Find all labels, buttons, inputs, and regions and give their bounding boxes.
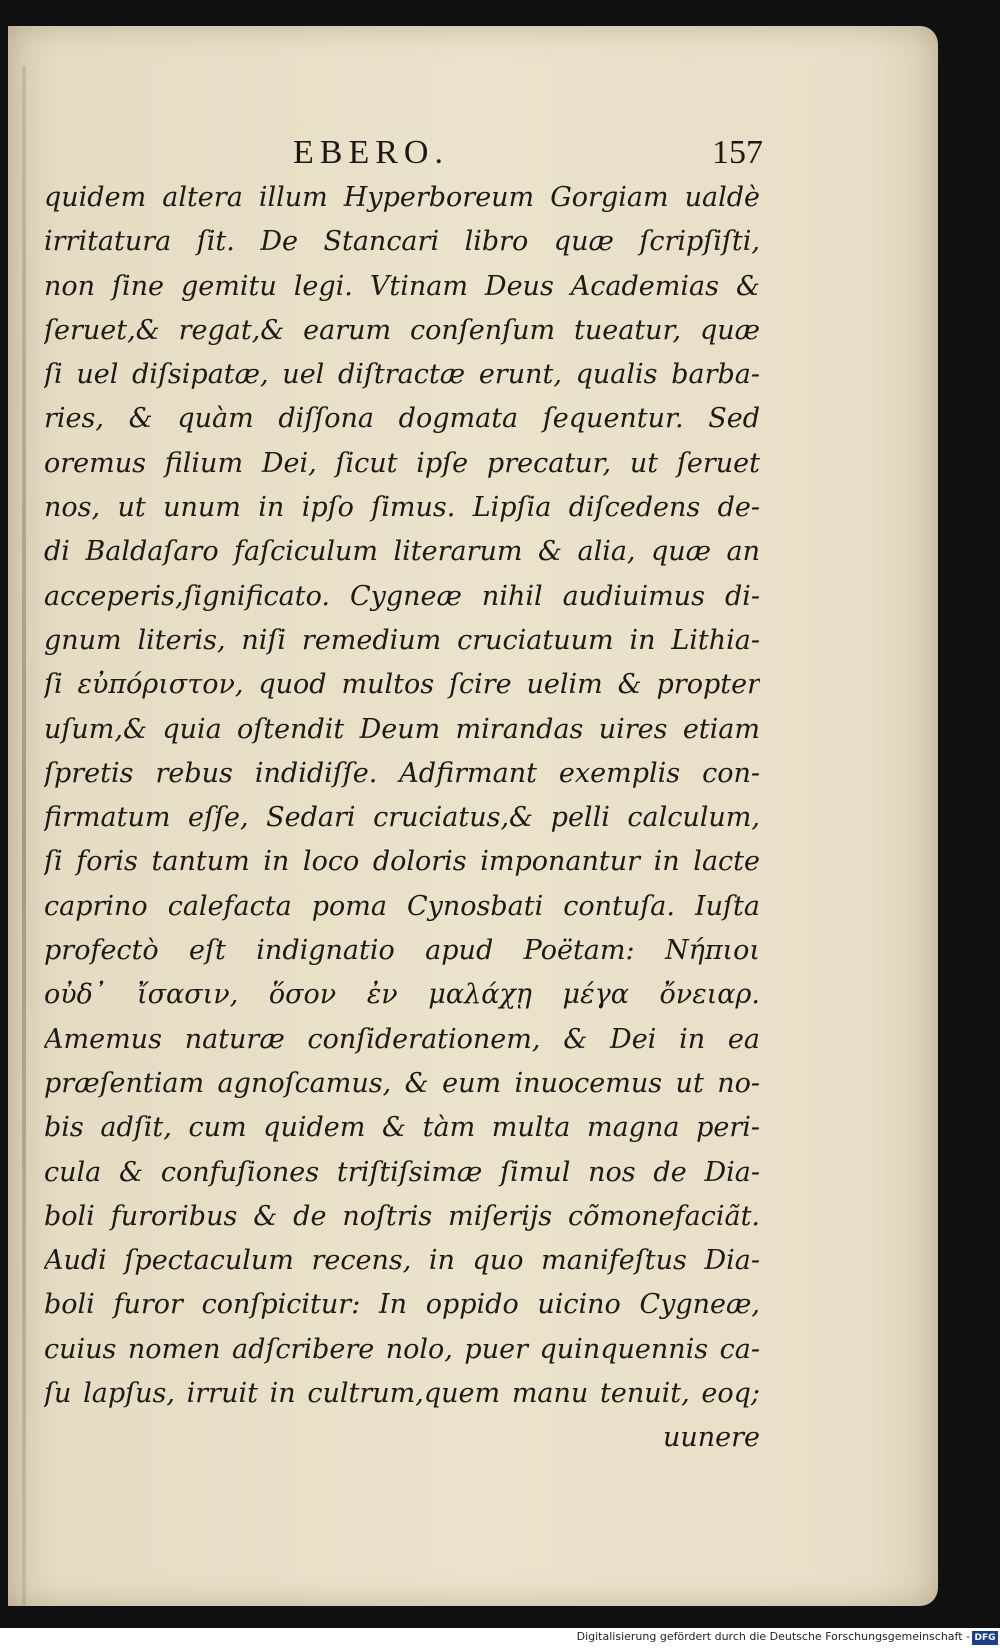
text-line: non ſine gemitu legi. Vtinam Deus Academias & <box>44 270 760 302</box>
digitization-footer <box>0 1628 1000 1648</box>
text-line: di Baldaſaro faſciculum literarum & alia, quæ an <box>44 536 760 568</box>
page-header <box>48 106 763 171</box>
text-line: boli furoribus & de noſtris miſerijs cõmonefaciãt. <box>44 1200 760 1232</box>
text-line: gnum literis, niſi remedium cruciatuum in Lithia- <box>44 624 760 656</box>
text-line: caprino calefacta poma Cynosbati contuſa. Iuſta <box>44 890 760 922</box>
text-line: oremus filium Dei, ſicut ipſe precatur, ut ſeruet <box>44 447 760 479</box>
text-line: ſi εὐπόριστον, quod multos ſcire uelim & propter <box>44 669 760 701</box>
running-head: EBERO. <box>293 134 449 171</box>
text-line: cula & confuſiones triſtiſsimæ ſimul nos de Dia- <box>44 1156 760 1188</box>
text-line: ſpretis rebus indidiſſe. Adfirmant exemplis con- <box>44 757 760 789</box>
text-line: præſentiam agnoſcamus, & eum inuocemus ut no- <box>44 1067 760 1099</box>
text-line: ſi uel diſsipatæ, uel diſtractæ erunt, qualis barba- <box>44 359 760 391</box>
text-line: ſu lapſus, irruit in cultrum,quem manu tenuit, eoq; <box>44 1378 760 1410</box>
text-line: profectò eſt indignatio apud Poëtam: Νήπιοι <box>44 935 760 967</box>
text-line: nos, ut unum in ipſo ſimus. Lipſia diſcedens de- <box>44 492 760 524</box>
dfg-logo: DFG <box>972 1631 998 1645</box>
text-line: uſum,& quia oſtendit Deum mirandas uires etiam <box>44 713 760 745</box>
body-text <box>44 176 760 1461</box>
text-line: Audi ſpectaculum recens, in quo manifeſtus Dia- <box>44 1245 760 1277</box>
page-gutter <box>22 66 26 1606</box>
text-line: cuius nomen adſcribere nolo, puer quinquennis ca- <box>44 1333 760 1365</box>
text-line: firmatum eſſe, Sedari cruciatus,& pelli calculum, <box>44 802 760 834</box>
text-line: Amemus naturæ conſiderationem, & Dei in ea <box>44 1023 760 1055</box>
text-line: boli furor conſpicitur: In oppido uicino Cygneæ, <box>44 1289 760 1321</box>
text-line: οὐδ᾽ ἴσασιν, ὅσον ἐν μαλάχῃ μέγα ὄνειαρ. <box>44 979 760 1011</box>
text-line: uunere <box>662 1422 760 1454</box>
text-line: ſeruet,& regat,& earum conſenſum tueatur, quæ <box>44 314 760 346</box>
book-page <box>8 26 938 1606</box>
footer-credit: Digitalisierung gefördert durch die Deutsche Forschungsgemeinschaft - <box>576 1630 970 1643</box>
page-number: 157 <box>712 134 763 171</box>
text-line: acceperis,ſignificato. Cygneæ nihil audiuimus di- <box>44 580 760 612</box>
text-line: ries, & quàm diſſona dogmata ſequentur. Sed <box>44 403 760 435</box>
text-line: bis adſit, cum quidem & tàm multa magna peri- <box>44 1112 760 1144</box>
text-line: ſi foris tantum in loco doloris imponantur in lacte <box>44 846 760 878</box>
text-line: quidem altera illum Hyperboreum Gorgiam ualdè <box>44 182 760 213</box>
text-line: irritatura ſit. De Stancari libro quæ ſcripſiſti, <box>44 226 760 258</box>
